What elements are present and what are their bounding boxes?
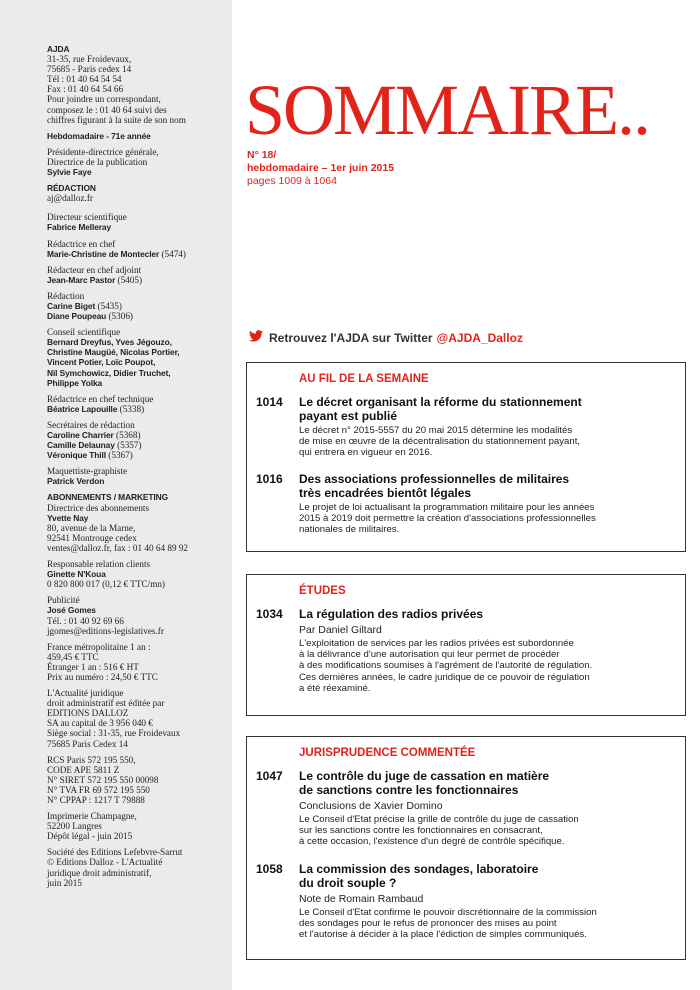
section-au-fil-de-la-semaine [246, 362, 686, 552]
twitter-bird-icon [249, 330, 269, 345]
twitter-handle[interactable]: @AJDA_Dalloz [436, 330, 523, 345]
entry-description: Le Conseil d'Etat précise la grille de contrôle du juge de cassation sur les sanctions contre les fonctionnaires en consacrant, à cette occasion, l'existence d'un degré de contrôle spécifique. [299, 814, 579, 848]
page-number: 1047 [256, 769, 283, 783]
entry-description: Le décret n° 2015-5557 du 20 mai 2015 détermine les modalités de mise en œuvre de la décentralisation du stationnement payant, qui entrera en vigueur en 2016. [299, 425, 581, 459]
entry-author: Note de Romain Rambaud [299, 893, 424, 905]
issue-number: N° 18/ [247, 149, 277, 161]
twitter-promo [249, 330, 523, 345]
subscriptions-heading: ABONNEMENTS / MARKETING [47, 492, 168, 503]
entry-title: Des associations professionnelles de militaires très encadrées bientôt légales [299, 472, 570, 500]
issue-info [247, 149, 394, 188]
entry-title: La commission des sondages, laboratoire du droit souple ? [299, 862, 539, 890]
section-heading: AU FIL DE LA SEMAINE [299, 373, 429, 385]
entry-title: La régulation des radios privées [299, 607, 484, 621]
section-heading: JURISPRUDENCE COMMENTÉE [299, 747, 476, 759]
entry-author: Conclusions de Xavier Domino [299, 800, 443, 812]
section-heading: ÉTUDES [299, 585, 346, 597]
issue-pages: pages 1009 à 1064 [247, 175, 337, 187]
section-jurisprudence-commentee [246, 736, 686, 960]
page-number: 1014 [256, 395, 283, 409]
page-number: 1034 [256, 607, 283, 621]
redaction-heading: RÉDACTION [47, 183, 96, 194]
page-title: SOMMAIRE.. [245, 70, 650, 150]
entry-description: Le projet de loi actualisant la programmation militaire pour les années 2015 à 2019 doit permettre la création d'associations professionnelles nationales de militaires. [299, 502, 596, 536]
entry-title: Le décret organisant la réforme du stationnement payant est publié [299, 395, 582, 423]
redaction-email: aj@dalloz.fr [47, 193, 93, 204]
frequency: Hebdomadaire - 71e année [47, 130, 151, 141]
entry-title: Le contrôle du juge de cassation en matière de sanctions contre les fonctionnaires [299, 769, 550, 797]
entry-description: L'exploitation de services par les radios privées est subordonnée à la délivrance d'une autorisation qui leur permet de procéder à des modifications soumises à l'agrément de l'autorité de régulation. Ces dernières années, le cadre juridique de ce pouvoir de régulation a été réexaminé. [299, 638, 593, 694]
issue-date: hebdomadaire – 1er juin 2015 [247, 162, 395, 174]
section-etudes [246, 574, 686, 716]
entry-description: Le Conseil d'Etat confirme le pouvoir discrétionnaire de la commission des sondages pour le refus de prononcer des mises au point et l'autorise à décider à la place l'édiction de simples communiqués. [299, 907, 597, 941]
twitter-text: Retrouvez l'AJDA sur Twitter [269, 330, 433, 345]
page-number: 1058 [256, 862, 283, 876]
journal-name: AJDA [47, 44, 70, 54]
page-number: 1016 [256, 472, 283, 486]
masthead: AJDA 31-35, rue Froidevaux, 75685 - Paris cedex 14 Tél : 01 40 64 54 54 Fax : 01 40 64 54 66 Pour joindre un correspondant, composez le : 01 40 64 suivi des chiffres figurant à la suite de son nom Hebdomadaire - 71e année Présidente-directrice générale, Directrice de la publication Sylvie Faye RÉDACTION aj@dalloz.fr Directeur scientifique Fabrice Melleray Rédactrice en chef Marie-Christine de Montecler (5474) Rédacteur en chef adjoint Jean-Marc Pastor (5405) Rédaction Carine Biget (5435) Diane Poupeau (5306) Conseil scientifique Bernard Dreyfus, Yves Jégouzo, Christine Maugüé, Nicolas Portier, Vincent Potier, Loïc Poupot, Nil Symchowicz, Didier Truchet, Philippe Yolka Rédactrice en chef technique Béatrice Lapouille (5338) Secrétaires de rédaction Caroline Charrier (5368) Camille Delaunay (5357) Véronique Thill (5367) Maquettiste-graphiste Patrick Verdon ABONNEMENTS / MARKETING Directrice des abonnements Yvette Nay 80, avenue de la Marne, 92541 Montrouge cedex ventes@dalloz.fr, fax : 01 40 64 89 92 Responsable relation clients Ginette N'Koua 0 820 800 017 (0,12 € TTC/mn) Publicité José Gomes Tél. : 01 40 92 69 66 jgomes@editions-legislatives.fr France métropolitaine 1 an : 459,45 € TTC Étranger 1 an : 516 € HT Prix au numéro : 24,50 € TTC L'Actualité juridique droit administratif est éditée par EDITIONS DALLOZ SA au capital de 3 956 040 € Siège social : 31-35, rue Froidevaux 75685 Paris Cedex 14 RCS Paris 572 195 550, CODE APE 5811 Z N° SIRET 572 195 550 00098 N° TVA FR 69 572 195 550 N° CPPAP : 1217 T 79888 Imprimerie Champagne, 52200 Langres Dépôt légal - juin 2015 Société des Editions Lefebvre-Sarrut © Editions Dalloz - L'Actualité juridique droit administratif, juin 2015 [47, 44, 231, 894]
entry-author: Par Daniel Giltard [299, 624, 382, 636]
